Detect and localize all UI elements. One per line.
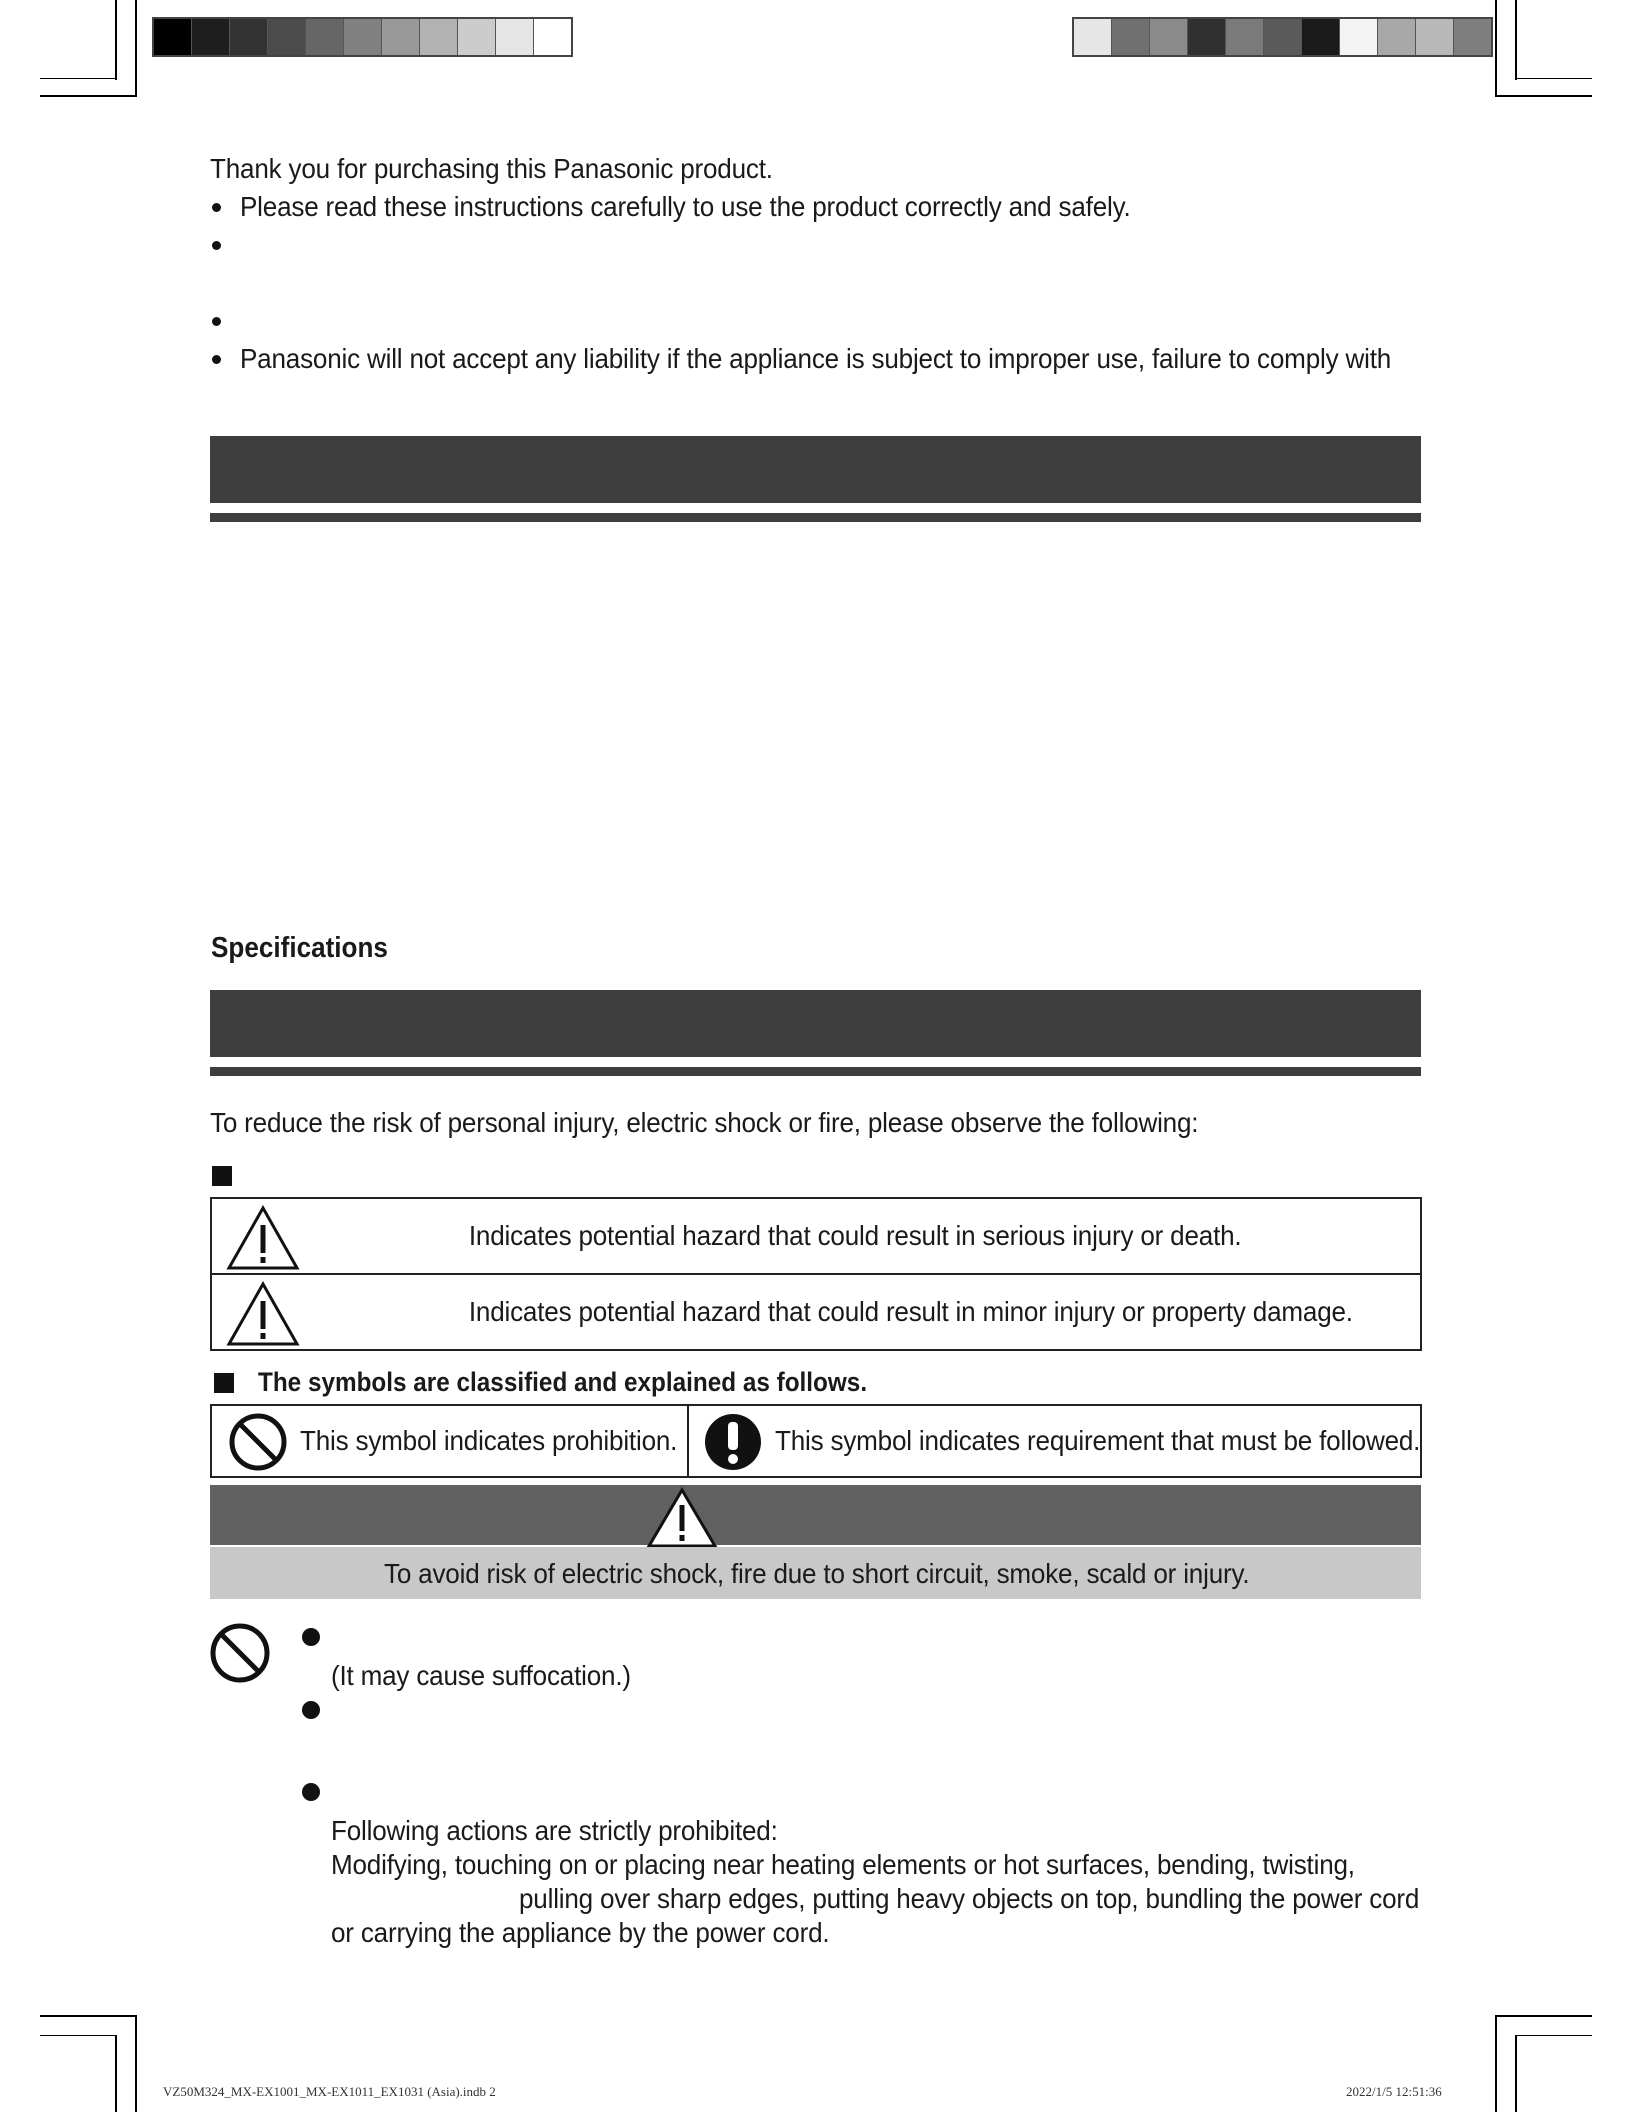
mandatory-icon <box>703 1412 763 1472</box>
symbols-heading: The symbols are classified and explained as follows. <box>258 1367 868 1397</box>
specifications-heading: Specifications <box>211 932 388 964</box>
safety-header-bar <box>210 990 1421 1057</box>
item-3-line-3: pulling over sharp edges, putting heavy objects on top, bundling the power cord <box>519 1883 1420 1914</box>
signal-caution-text: Indicates potential hazard that could result in minor injury or property damage. <box>469 1296 1354 1327</box>
intro-thanks: Thank you for purchasing this Panasonic product. <box>210 153 773 184</box>
signal-row-warning <box>211 1198 1421 1274</box>
safety-intro: To reduce the risk of personal injury, electric shock or fire, please observe the following: <box>210 1107 1199 1138</box>
prohibition-text: This symbol indicates prohibition. <box>300 1425 678 1456</box>
warning-triangle-icon <box>226 1205 300 1271</box>
warning-subtitle: To avoid risk of electric shock, fire due to short circuit, smoke, scald or injury. <box>384 1558 1250 1589</box>
section-header-bar <box>210 436 1421 503</box>
warning-triangle-icon <box>646 1487 718 1549</box>
footer-timestamp: 2022/1/5 12:51:36 <box>1346 2084 1442 2099</box>
grayscale-strip-left <box>152 17 573 57</box>
section-header-rule <box>210 513 1421 522</box>
item-3-line-2: Modifying, touching on or placing near heating elements or hot surfaces, bending, twisting, <box>331 1849 1355 1880</box>
item-3-line-1: Following actions are strictly prohibited: <box>331 1815 778 1846</box>
prohibition-icon <box>228 1412 288 1472</box>
prohibition-icon <box>209 1622 271 1684</box>
bullet <box>212 203 221 212</box>
bullet <box>212 355 221 364</box>
signal-row-caution <box>211 1274 1421 1350</box>
item-bullet <box>302 1783 320 1801</box>
requirement-text: This symbol indicates requirement that must be followed. <box>775 1425 1421 1456</box>
bullet <box>212 317 221 326</box>
item-1-note: (It may cause suffocation.) <box>331 1660 631 1691</box>
symbol-table <box>210 1404 1422 1478</box>
item-bullet <box>302 1701 320 1719</box>
warning-band <box>210 1485 1421 1545</box>
safety-header-rule <box>210 1067 1421 1076</box>
square-bullet <box>212 1166 232 1186</box>
intro-bullet-1: Please read these instructions carefully to use the product correctly and safely. <box>240 191 1131 222</box>
square-bullet <box>214 1373 234 1393</box>
signal-warning-text: Indicates potential hazard that could result in serious injury or death. <box>469 1220 1242 1251</box>
item-bullet <box>302 1628 320 1646</box>
bullet <box>212 241 221 250</box>
grayscale-strip-right <box>1072 17 1493 57</box>
item-3-line-4: or carrying the appliance by the power cord. <box>331 1917 830 1948</box>
footer-filename: VZ50M324_MX-EX1001_MX-EX1011_EX1031 (Asia).indb 2 <box>163 2084 496 2099</box>
warning-triangle-icon <box>226 1281 300 1347</box>
intro-bullet-4: Panasonic will not accept any liability if the appliance is subject to improper use, failure to comply with <box>240 343 1392 374</box>
signal-word-table <box>210 1197 1422 1351</box>
